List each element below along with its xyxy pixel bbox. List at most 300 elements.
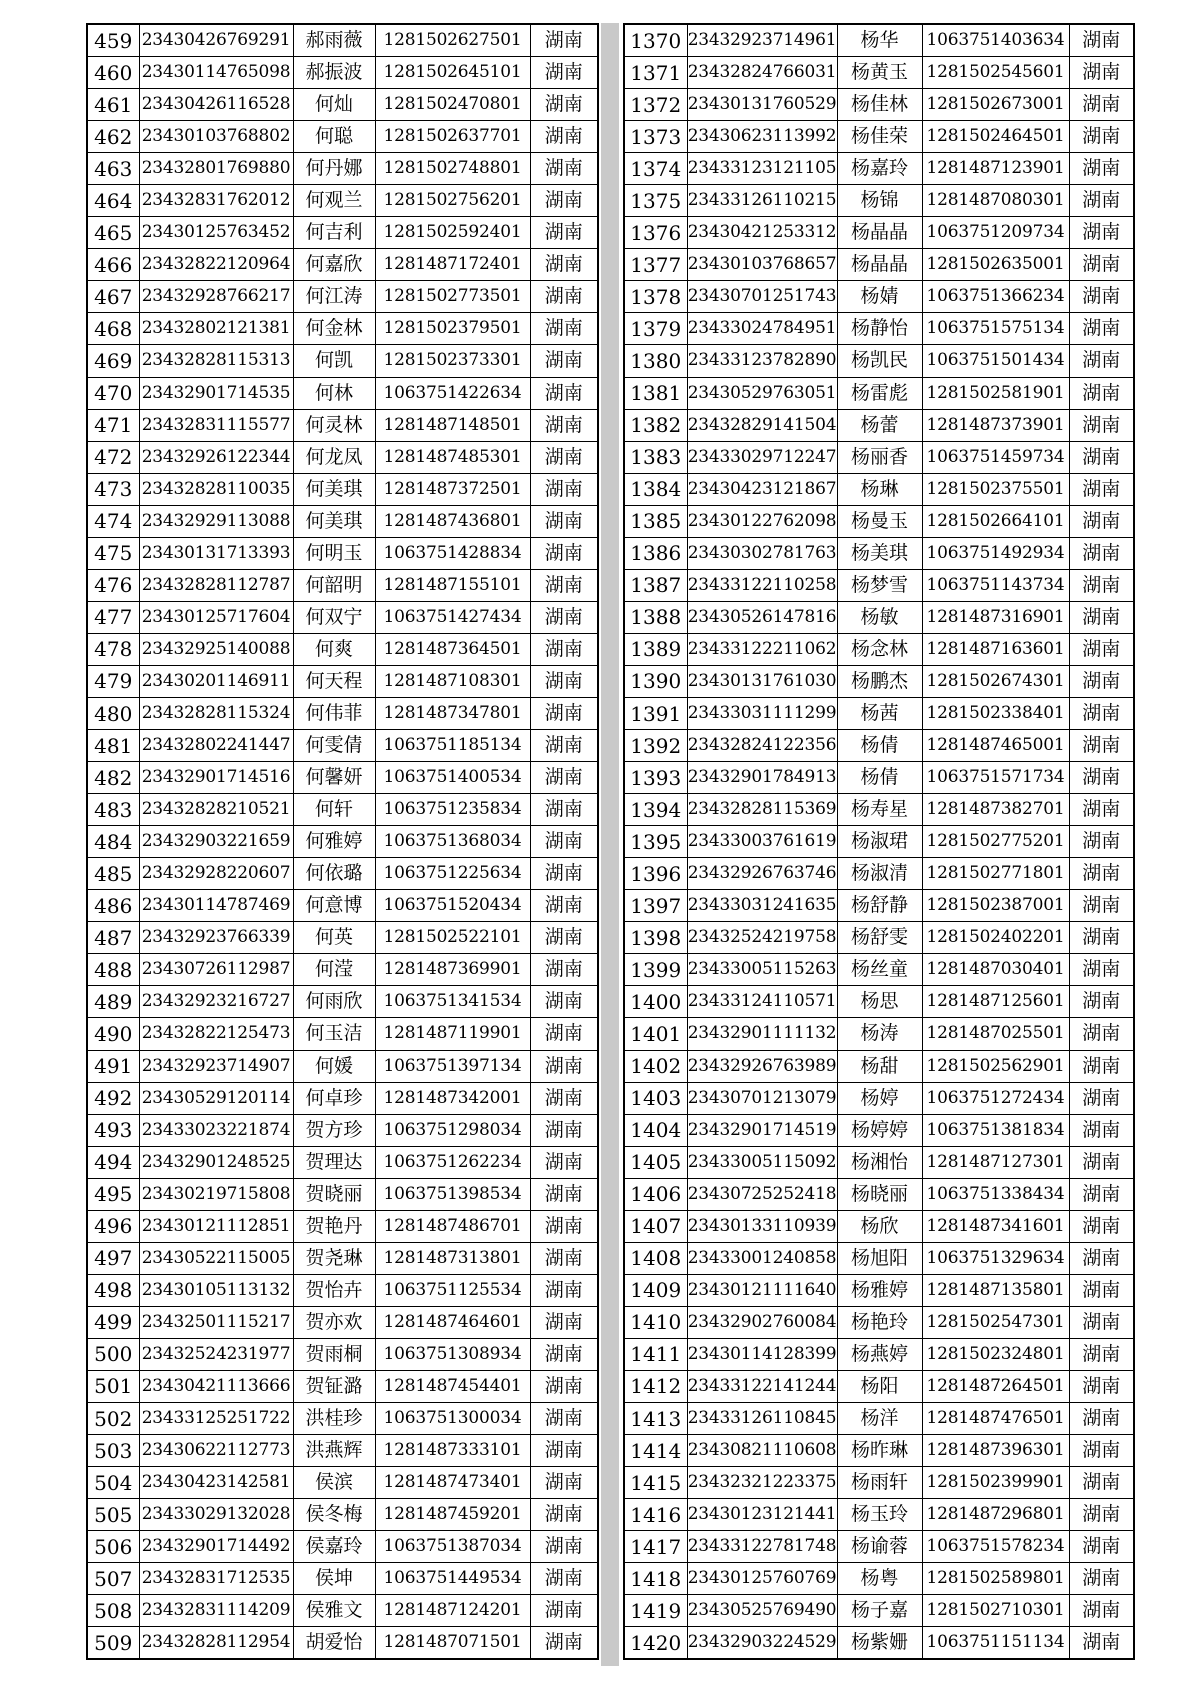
- name-cell: 杨淑珺: [837, 826, 922, 858]
- table-row: [87, 281, 598, 313]
- table-row: [87, 377, 598, 409]
- seq-cell: 1404: [624, 1114, 687, 1146]
- province-cell: 湖南: [1069, 1403, 1134, 1435]
- certificate-number-cell: 1281502771801: [922, 858, 1069, 890]
- name-cell: 贺晓丽: [293, 1178, 375, 1210]
- exam-number-cell: 23430125763452: [139, 217, 293, 249]
- exam-number-cell: 23432822125473: [139, 1018, 293, 1050]
- certificate-number-cell: 1281487127301: [922, 1146, 1069, 1178]
- exam-number-cell: 23433024784951: [687, 313, 837, 345]
- province-cell: 湖南: [530, 1082, 598, 1114]
- exam-number-cell: 23430103768657: [687, 249, 837, 281]
- province-cell: 湖南: [1069, 57, 1134, 89]
- seq-cell: 1410: [624, 1306, 687, 1338]
- table-row: [624, 1178, 1134, 1210]
- exam-number-cell: 23432824766031: [687, 57, 837, 89]
- seq-cell: 1380: [624, 345, 687, 377]
- table-row: [624, 1210, 1134, 1242]
- certificate-number-cell: 1281502522101: [375, 922, 530, 954]
- province-cell: 湖南: [1069, 473, 1134, 505]
- certificate-number-cell: 1281502775201: [922, 826, 1069, 858]
- exam-number-cell: 23430522115005: [139, 1242, 293, 1274]
- province-cell: 湖南: [1069, 1467, 1134, 1499]
- table-row: [87, 1018, 598, 1050]
- name-cell: 侯雅文: [293, 1595, 375, 1627]
- seq-cell: 1401: [624, 1018, 687, 1050]
- name-cell: 杨晶晶: [837, 217, 922, 249]
- seq-cell: 1389: [624, 633, 687, 665]
- seq-cell: 484: [87, 826, 139, 858]
- seq-cell: 493: [87, 1114, 139, 1146]
- province-cell: 湖南: [530, 281, 598, 313]
- province-cell: 湖南: [1069, 826, 1134, 858]
- certificate-number-cell: 1281487454401: [375, 1370, 530, 1402]
- left-roster-table: [86, 23, 599, 1660]
- seq-cell: 491: [87, 1050, 139, 1082]
- name-cell: 郝雨薇: [293, 24, 375, 57]
- seq-cell: 1409: [624, 1274, 687, 1306]
- exam-number-cell: 23432901111132: [687, 1018, 837, 1050]
- certificate-number-cell: 1281487486701: [375, 1210, 530, 1242]
- province-cell: 湖南: [1069, 601, 1134, 633]
- exam-number-cell: 23430114765098: [139, 57, 293, 89]
- seq-cell: 1405: [624, 1146, 687, 1178]
- certificate-number-cell: 1281487316901: [922, 601, 1069, 633]
- table-row: [624, 409, 1134, 441]
- province-cell: 湖南: [1069, 24, 1134, 57]
- right-roster-body: [624, 24, 1134, 1659]
- exam-number-cell: 23433001240858: [687, 1242, 837, 1274]
- table-row: [87, 1338, 598, 1370]
- seq-cell: 498: [87, 1274, 139, 1306]
- exam-number-cell: 23433023221874: [139, 1114, 293, 1146]
- seq-cell: 470: [87, 377, 139, 409]
- certificate-number-cell: 1063751300034: [375, 1403, 530, 1435]
- seq-cell: 504: [87, 1467, 139, 1499]
- certificate-number-cell: 1281502589801: [922, 1563, 1069, 1595]
- certificate-number-cell: 1281487163601: [922, 633, 1069, 665]
- name-cell: 杨湘怡: [837, 1146, 922, 1178]
- table-row: [87, 1563, 598, 1595]
- exam-number-cell: 23433031111299: [687, 697, 837, 729]
- name-cell: 杨欣: [837, 1210, 922, 1242]
- name-cell: 杨雅婷: [837, 1274, 922, 1306]
- table-row: [87, 537, 598, 569]
- province-cell: 湖南: [530, 24, 598, 57]
- exam-number-cell: 23433126110845: [687, 1403, 837, 1435]
- table-row: [624, 24, 1134, 57]
- certificate-number-cell: 1281487080301: [922, 185, 1069, 217]
- certificate-number-cell: 1063751403634: [922, 24, 1069, 57]
- exam-number-cell: 23430122762098: [687, 505, 837, 537]
- name-cell: 郝振波: [293, 57, 375, 89]
- certificate-number-cell: 1281487333101: [375, 1435, 530, 1467]
- exam-number-cell: 23432831762012: [139, 185, 293, 217]
- seq-cell: 1417: [624, 1531, 687, 1563]
- name-cell: 何江涛: [293, 281, 375, 313]
- seq-cell: 1418: [624, 1563, 687, 1595]
- name-cell: 杨涛: [837, 1018, 922, 1050]
- province-cell: 湖南: [530, 441, 598, 473]
- seq-cell: 1371: [624, 57, 687, 89]
- table-row: [624, 1370, 1134, 1402]
- exam-number-cell: 23430105113132: [139, 1274, 293, 1306]
- table-row: [624, 954, 1134, 986]
- exam-number-cell: 23432831712535: [139, 1563, 293, 1595]
- seq-cell: 1378: [624, 281, 687, 313]
- table-row: [87, 249, 598, 281]
- province-cell: 湖南: [1069, 1114, 1134, 1146]
- name-cell: 杨鹏杰: [837, 665, 922, 697]
- table-row: [87, 1370, 598, 1402]
- exam-number-cell: 23432926122344: [139, 441, 293, 473]
- exam-number-cell: 23433122110258: [687, 569, 837, 601]
- exam-number-cell: 23432801769880: [139, 153, 293, 185]
- seq-cell: 488: [87, 954, 139, 986]
- certificate-number-cell: 1063751338434: [922, 1178, 1069, 1210]
- seq-cell: 501: [87, 1370, 139, 1402]
- exam-number-cell: 23432828115324: [139, 697, 293, 729]
- seq-cell: 506: [87, 1531, 139, 1563]
- table-row: [624, 730, 1134, 762]
- exam-number-cell: 23432829141504: [687, 409, 837, 441]
- seq-cell: 1412: [624, 1370, 687, 1402]
- name-cell: 杨婷: [837, 1082, 922, 1114]
- province-cell: 湖南: [1069, 986, 1134, 1018]
- table-row: [624, 1531, 1134, 1563]
- exam-number-cell: 23433005115092: [687, 1146, 837, 1178]
- seq-cell: 1376: [624, 217, 687, 249]
- exam-number-cell: 23430131713393: [139, 537, 293, 569]
- province-cell: 湖南: [530, 890, 598, 922]
- table-row: [624, 601, 1134, 633]
- province-cell: 湖南: [530, 505, 598, 537]
- province-cell: 湖南: [1069, 185, 1134, 217]
- province-cell: 湖南: [530, 697, 598, 729]
- seq-cell: 497: [87, 1242, 139, 1274]
- seq-cell: 1393: [624, 762, 687, 794]
- certificate-number-cell: 1063751578234: [922, 1531, 1069, 1563]
- table-row: [624, 1467, 1134, 1499]
- name-cell: 贺方珍: [293, 1114, 375, 1146]
- table-row: [87, 922, 598, 954]
- seq-cell: 481: [87, 730, 139, 762]
- province-cell: 湖南: [1069, 537, 1134, 569]
- table-row: [624, 1338, 1134, 1370]
- name-cell: 何观兰: [293, 185, 375, 217]
- name-cell: 何伟菲: [293, 697, 375, 729]
- seq-cell: 459: [87, 24, 139, 57]
- exam-number-cell: 23432828112787: [139, 569, 293, 601]
- seq-cell: 500: [87, 1338, 139, 1370]
- exam-number-cell: 23432926763746: [687, 858, 837, 890]
- name-cell: 何天程: [293, 665, 375, 697]
- province-cell: 湖南: [1069, 281, 1134, 313]
- name-cell: 何龙凤: [293, 441, 375, 473]
- table-row: [624, 473, 1134, 505]
- name-cell: 何依璐: [293, 858, 375, 890]
- province-cell: 湖南: [530, 858, 598, 890]
- certificate-number-cell: 1063751125534: [375, 1274, 530, 1306]
- name-cell: 杨美琪: [837, 537, 922, 569]
- exam-number-cell: 23430133110939: [687, 1210, 837, 1242]
- exam-number-cell: 23430103768802: [139, 121, 293, 153]
- name-cell: 贺钲潞: [293, 1370, 375, 1402]
- seq-cell: 1397: [624, 890, 687, 922]
- exam-number-cell: 23430123121441: [687, 1499, 837, 1531]
- table-row: [624, 441, 1134, 473]
- province-cell: 湖南: [1069, 441, 1134, 473]
- name-cell: 杨梦雪: [837, 569, 922, 601]
- name-cell: 杨谕蓉: [837, 1531, 922, 1563]
- seq-cell: 495: [87, 1178, 139, 1210]
- province-cell: 湖南: [530, 185, 598, 217]
- name-cell: 杨雨轩: [837, 1467, 922, 1499]
- table-row: [87, 313, 598, 345]
- table-row: [624, 569, 1134, 601]
- certificate-number-cell: 1281502581901: [922, 377, 1069, 409]
- name-cell: 何馨妍: [293, 762, 375, 794]
- name-cell: 杨凯民: [837, 345, 922, 377]
- province-cell: 湖南: [530, 89, 598, 121]
- certificate-number-cell: 1063751209734: [922, 217, 1069, 249]
- province-cell: 湖南: [1069, 1210, 1134, 1242]
- name-cell: 何卓珍: [293, 1082, 375, 1114]
- table-row: [624, 121, 1134, 153]
- table-row: [624, 537, 1134, 569]
- province-cell: 湖南: [1069, 665, 1134, 697]
- name-cell: 杨佳荣: [837, 121, 922, 153]
- province-cell: 湖南: [1069, 89, 1134, 121]
- seq-cell: 496: [87, 1210, 139, 1242]
- certificate-number-cell: 1281502373301: [375, 345, 530, 377]
- exam-number-cell: 23432925140088: [139, 633, 293, 665]
- certificate-number-cell: 1281502748801: [375, 153, 530, 185]
- table-row: [624, 377, 1134, 409]
- exam-number-cell: 23432901714519: [687, 1114, 837, 1146]
- province-cell: 湖南: [530, 345, 598, 377]
- exam-number-cell: 23430114787469: [139, 890, 293, 922]
- province-cell: 湖南: [1069, 1595, 1134, 1627]
- certificate-number-cell: 1281502470801: [375, 89, 530, 121]
- province-cell: 湖南: [530, 1499, 598, 1531]
- province-cell: 湖南: [1069, 153, 1134, 185]
- certificate-number-cell: 1281487382701: [922, 794, 1069, 826]
- province-cell: 湖南: [530, 730, 598, 762]
- table-row: [624, 217, 1134, 249]
- exam-number-cell: 23432828112954: [139, 1627, 293, 1660]
- certificate-number-cell: 1063751520434: [375, 890, 530, 922]
- exam-number-cell: 23430525769490: [687, 1595, 837, 1627]
- seq-cell: 1388: [624, 601, 687, 633]
- exam-number-cell: 23430529120114: [139, 1082, 293, 1114]
- certificate-number-cell: 1281502399901: [922, 1467, 1069, 1499]
- table-row: [624, 57, 1134, 89]
- seq-cell: 1387: [624, 569, 687, 601]
- table-row: [87, 473, 598, 505]
- province-cell: 湖南: [1069, 890, 1134, 922]
- exam-number-cell: 23430622112773: [139, 1435, 293, 1467]
- table-row: [87, 1435, 598, 1467]
- name-cell: 何林: [293, 377, 375, 409]
- certificate-number-cell: 1281502773501: [375, 281, 530, 313]
- province-cell: 湖南: [1069, 1338, 1134, 1370]
- table-row: [624, 794, 1134, 826]
- seq-cell: 1411: [624, 1338, 687, 1370]
- certificate-number-cell: 1281487369901: [375, 954, 530, 986]
- exam-number-cell: 23432928220607: [139, 858, 293, 890]
- name-cell: 何意博: [293, 890, 375, 922]
- province-cell: 湖南: [530, 986, 598, 1018]
- name-cell: 何玉洁: [293, 1018, 375, 1050]
- exam-number-cell: 23432824122356: [687, 730, 837, 762]
- certificate-number-cell: 1281502627501: [375, 24, 530, 57]
- province-cell: 湖南: [530, 1338, 598, 1370]
- seq-cell: 469: [87, 345, 139, 377]
- table-row: [87, 185, 598, 217]
- exam-number-cell: 23433005115263: [687, 954, 837, 986]
- table-row: [624, 345, 1134, 377]
- certificate-number-cell: 1281502545601: [922, 57, 1069, 89]
- exam-number-cell: 23432828115369: [687, 794, 837, 826]
- name-cell: 杨玉玲: [837, 1499, 922, 1531]
- exam-number-cell: 23432903221659: [139, 826, 293, 858]
- name-cell: 杨旭阳: [837, 1242, 922, 1274]
- name-cell: 贺尧琳: [293, 1242, 375, 1274]
- table-row: [624, 762, 1134, 794]
- name-cell: 胡爱怡: [293, 1627, 375, 1660]
- name-cell: 何灿: [293, 89, 375, 121]
- province-cell: 湖南: [530, 473, 598, 505]
- certificate-number-cell: 1281487135801: [922, 1274, 1069, 1306]
- table-row: [87, 1595, 598, 1627]
- seq-cell: 505: [87, 1499, 139, 1531]
- name-cell: 杨婷婷: [837, 1114, 922, 1146]
- seq-cell: 1402: [624, 1050, 687, 1082]
- table-row: [87, 1050, 598, 1082]
- province-cell: 湖南: [530, 1306, 598, 1338]
- seq-cell: 1419: [624, 1595, 687, 1627]
- name-cell: 杨念林: [837, 633, 922, 665]
- certificate-number-cell: 1281487485301: [375, 441, 530, 473]
- name-cell: 杨嘉玲: [837, 153, 922, 185]
- exam-number-cell: 23432828110035: [139, 473, 293, 505]
- seq-cell: 476: [87, 569, 139, 601]
- name-cell: 杨曼玉: [837, 505, 922, 537]
- table-row: [87, 24, 598, 57]
- certificate-number-cell: 1063751143734: [922, 569, 1069, 601]
- certificate-number-cell: 1281502379501: [375, 313, 530, 345]
- province-cell: 湖南: [530, 1018, 598, 1050]
- name-cell: 杨思: [837, 986, 922, 1018]
- certificate-number-cell: 1281502635001: [922, 249, 1069, 281]
- exam-number-cell: 23430121111640: [687, 1274, 837, 1306]
- province-cell: 湖南: [1069, 1146, 1134, 1178]
- certificate-number-cell: 1063751298034: [375, 1114, 530, 1146]
- certificate-number-cell: 1281487108301: [375, 665, 530, 697]
- certificate-number-cell: 1063751262234: [375, 1146, 530, 1178]
- name-cell: 杨敏: [837, 601, 922, 633]
- name-cell: 贺怡卉: [293, 1274, 375, 1306]
- name-cell: 杨淑清: [837, 858, 922, 890]
- exam-number-cell: 23430201146911: [139, 665, 293, 697]
- province-cell: 湖南: [1069, 633, 1134, 665]
- certificate-number-cell: 1281502562901: [922, 1050, 1069, 1082]
- certificate-number-cell: 1281487030401: [922, 954, 1069, 986]
- province-cell: 湖南: [530, 1403, 598, 1435]
- name-cell: 杨昨琳: [837, 1435, 922, 1467]
- exam-number-cell: 23430725252418: [687, 1178, 837, 1210]
- name-cell: 何嘉欣: [293, 249, 375, 281]
- name-cell: 杨倩: [837, 730, 922, 762]
- exam-number-cell: 23432901714535: [139, 377, 293, 409]
- province-cell: 湖南: [530, 1146, 598, 1178]
- certificate-number-cell: 1063751449534: [375, 1563, 530, 1595]
- province-cell: 湖南: [1069, 377, 1134, 409]
- seq-cell: 468: [87, 313, 139, 345]
- seq-cell: 1413: [624, 1403, 687, 1435]
- certificate-number-cell: 1281487296801: [922, 1499, 1069, 1531]
- exam-number-cell: 23430623113992: [687, 121, 837, 153]
- exam-number-cell: 23430726112987: [139, 954, 293, 986]
- seq-cell: 1373: [624, 121, 687, 153]
- name-cell: 杨晶晶: [837, 249, 922, 281]
- certificate-number-cell: 1281487347801: [375, 697, 530, 729]
- name-cell: 杨粤: [837, 1563, 922, 1595]
- name-cell: 杨子嘉: [837, 1595, 922, 1627]
- table-row: [624, 1050, 1134, 1082]
- name-cell: 贺雨桐: [293, 1338, 375, 1370]
- province-cell: 湖南: [1069, 762, 1134, 794]
- province-cell: 湖南: [530, 601, 598, 633]
- certificate-number-cell: 1281487123901: [922, 153, 1069, 185]
- name-cell: 杨锦: [837, 185, 922, 217]
- table-row: [87, 1082, 598, 1114]
- province-cell: 湖南: [1069, 1274, 1134, 1306]
- name-cell: 杨雷彪: [837, 377, 922, 409]
- exam-number-cell: 23432828210521: [139, 794, 293, 826]
- name-cell: 杨静怡: [837, 313, 922, 345]
- table-row: [87, 57, 598, 89]
- name-cell: 何灵林: [293, 409, 375, 441]
- exam-number-cell: 23432929113088: [139, 505, 293, 537]
- certificate-number-cell: 1281487465001: [922, 730, 1069, 762]
- exam-number-cell: 23433029132028: [139, 1499, 293, 1531]
- exam-number-cell: 23430121112851: [139, 1210, 293, 1242]
- province-cell: 湖南: [530, 1531, 598, 1563]
- table-row: [624, 633, 1134, 665]
- table-row: [624, 89, 1134, 121]
- exam-number-cell: 23430821110608: [687, 1435, 837, 1467]
- table-row: [87, 1178, 598, 1210]
- province-cell: 湖南: [530, 826, 598, 858]
- certificate-number-cell: 1281487125601: [922, 986, 1069, 1018]
- name-cell: 杨佳林: [837, 89, 922, 121]
- name-cell: 何雅婷: [293, 826, 375, 858]
- province-cell: 湖南: [530, 1274, 598, 1306]
- seq-cell: 474: [87, 505, 139, 537]
- province-cell: 湖南: [1069, 569, 1134, 601]
- table-row: [87, 89, 598, 121]
- certificate-number-cell: 1281487342001: [375, 1082, 530, 1114]
- province-cell: 湖南: [530, 1627, 598, 1660]
- exam-number-cell: 23430529763051: [687, 377, 837, 409]
- table-row: [624, 313, 1134, 345]
- name-cell: 杨蕾: [837, 409, 922, 441]
- seq-cell: 1395: [624, 826, 687, 858]
- seq-cell: 1392: [624, 730, 687, 762]
- province-cell: 湖南: [1069, 1082, 1134, 1114]
